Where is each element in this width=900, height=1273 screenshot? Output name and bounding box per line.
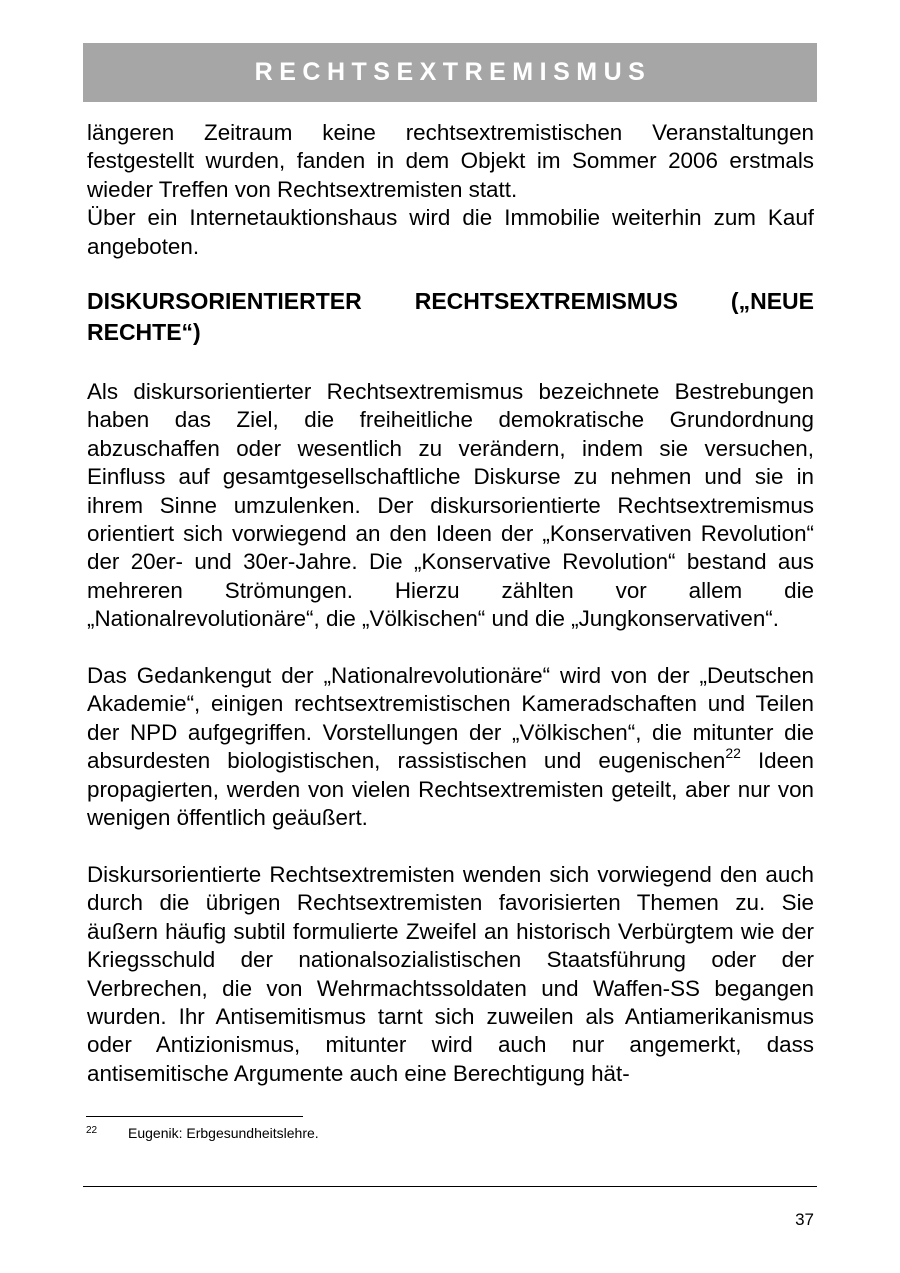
page-content — [87, 119, 814, 1088]
paragraph-3: Diskursorientierte Rechtsextremisten wenden sich vorwiegend den auch durch die übrigen Rechtsextremisten favorisierten Themen zu. Sie äußern häufig subtil formulierte Zweifel an historisch Verbürgtem wie der Kriegsschuld der nationalsozialistischen Staatsführung oder der Verbrechen, die von Wehrmachtssoldaten und Waffen-SS begangen wurden. Ihr Antisemitismus tarnt sich zuweilen als Antiamerikanismus oder Antizionismus, mitunter wird auch nur angemerkt, dass antisemitische Argumente auch eine Berechtigung hät- — [87, 861, 814, 1086]
footnote-divider — [86, 1116, 303, 1117]
intro-paragraph: längeren Zeitraum keine rechtsextremistischen Veranstaltungen festgestellt wurden, fanden in dem Objekt im Sommer 2006 erstmals wieder Treffen von Rechtsextremisten statt. — [87, 120, 814, 202]
paragraph-1: Als diskursorientierter Rechtsextremismus bezeichnete Bestrebungen haben das Ziel, die freiheitliche demokratische Grundordnung abzuschaffen oder wesentlich zu verändern, indem sie versuchen, Einfluss auf gesamtgesellschaftliche Diskurse zu nehmen und sie in ihrem Sinne umzulenken. Der diskursorientierte Rechtsextremismus orientiert sich vorwiegend an den Ideen der „Konservativen Revolution“ der 20er- und 30er-Jahre. Die „Konservative Revolution“ bestand aus mehreren Strömungen. Hierzu zählten vor allem die „Nationalrevolutionäre“, die „Völkischen“ und die „Jungkonservativen“. — [87, 379, 814, 632]
page-number: 37 — [795, 1210, 814, 1229]
footnote-text: Eugenik: Erbgesundheitslehre. — [128, 1125, 319, 1141]
footer-divider — [83, 1186, 817, 1187]
page-header-bar — [83, 43, 817, 102]
intro-paragraph-2: Über ein Internetauktionshaus wird die Immobilie weiterhin zum Kauf angeboten. — [87, 205, 814, 259]
paragraph-2-text-before: Das Gedankengut der „Nationalrevolutionäre“ wird von der „Deutschen Akademie“, einigen rechtsextremistischen Kameradschaften und Teilen der NPD aufgegriffen. Vorstellungen der „Völkischen“, die mitunter die absurdesten biologistischen, rassistischen und eugenischen — [87, 663, 814, 774]
paragraph-2 — [87, 662, 814, 832]
paragraph-2-text-after: Ideen propagierten, werden von vielen Rechtsextremisten geteilt, aber nur von wenigen öffentlich geäußert. — [87, 748, 814, 831]
footnote — [86, 1124, 786, 1142]
page-header-title: RECHTSEXTREMISMUS — [254, 58, 652, 86]
section-heading: DISKURSORIENTIERTER RECHTSEXTREMISMUS („NEUE RECHTE“) — [87, 288, 814, 346]
footnote-number: 22 — [86, 1125, 98, 1136]
footnote-reference: 22 — [725, 744, 741, 761]
